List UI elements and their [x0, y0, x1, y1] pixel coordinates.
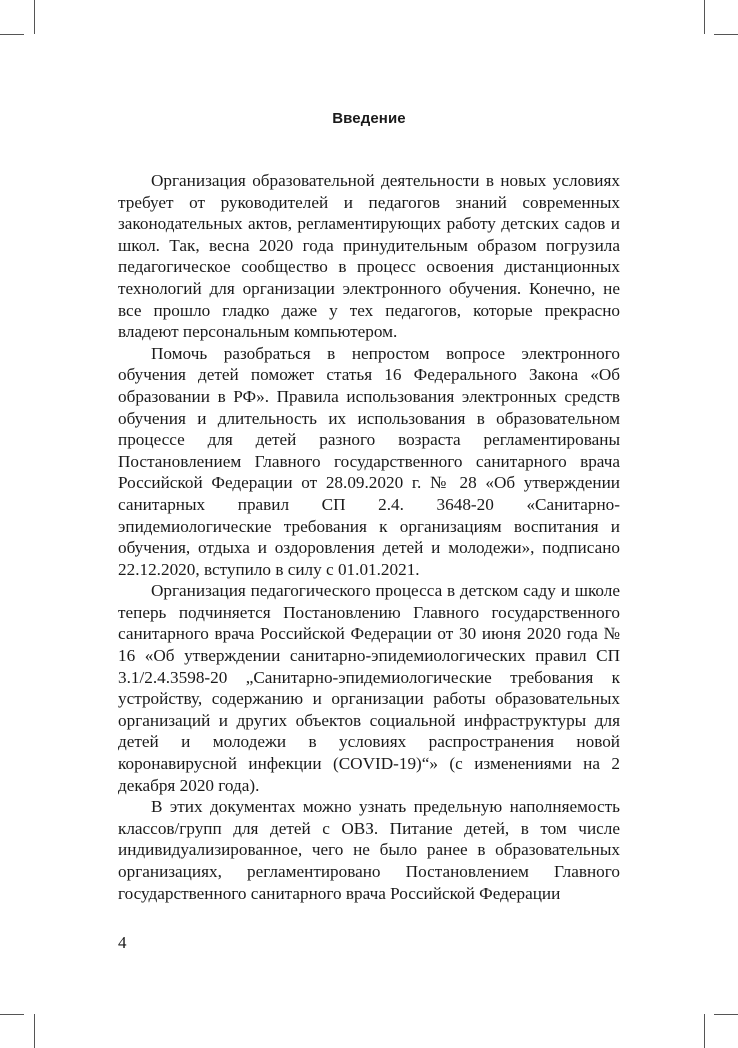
crop-mark-top-right — [704, 0, 705, 34]
page-title: Введение — [332, 110, 406, 127]
paragraph-1: Организация образовательной деятельности в новых условиях требует от руководителей и педагогов знаний современных законодательных актов, регламентирующих работу детских садов и школ. Так, весна 2020 года принудительным образом погрузила педагогическое сообщество в процесс освоения дистанционных технологий для организации электронного обучения. Конечно, не все прошло гладко даже у тех педагогов, которые прекрасно владеют персональным компьютером. — [118, 171, 620, 342]
paragraph-4: В этих документах можно узнать предельную наполняемость классов/групп для детей с ОВЗ. Питание детей, в том числе индивидуализированное, чего не было ранее в образовательных организациях, регламентировано Постановлением Главного государственного санитарного врача Российской Федерации — [118, 797, 620, 903]
crop-mark-top-left-h — [0, 34, 24, 35]
page-number: 4 — [118, 933, 127, 952]
crop-mark-bottom-right — [704, 1014, 705, 1048]
crop-mark-bottom-left-h — [0, 1014, 24, 1015]
crop-mark-top-left — [34, 0, 35, 34]
crop-mark-bottom-left — [34, 1014, 35, 1048]
paragraph-3: Организация педагогического процесса в детском саду и школе теперь подчиняется Постановлению Главного государственного санитарного врача Российской Федерации от 30 июня 2020 года № 16 «Об утверждении санитарно-эпидемиологических правил СП 3.1/2.4.3598-20 „Санитарно-эпидемиологические требования к устройству, содержанию и организации работы образовательных организаций и других объектов социальной инфраструктуры для детей и молодежи в условиях распространения новой коронавирусной инфекции (COVID-19)“» (с изменениями на 2 декабря 2020 года). — [118, 581, 620, 795]
paragraph-2: Помочь разобраться в непростом вопросе электронного обучения детей поможет статья 16 Федерального Закона «Об образовании в РФ». Правила использования электронных средств обучения и длительность их использования в образовательном процессе для детей разного возраста регламентированы Постановлением Главного государственного санитарного врача Российской Федерации от 28.09.2020 г. № 28 «Об утверждении санитарных правил СП 2.4. 3648-20 «Санитарно-эпидемиологические требования к организациям воспитания и обучения, отдыха и оздоровления детей и молодежи», подписано 22.12.2020, вступило в силу с 01.01.2021. — [118, 343, 620, 579]
body-text — [118, 170, 620, 904]
crop-mark-top-right-h — [714, 34, 738, 35]
crop-mark-bottom-right-h — [714, 1014, 738, 1015]
